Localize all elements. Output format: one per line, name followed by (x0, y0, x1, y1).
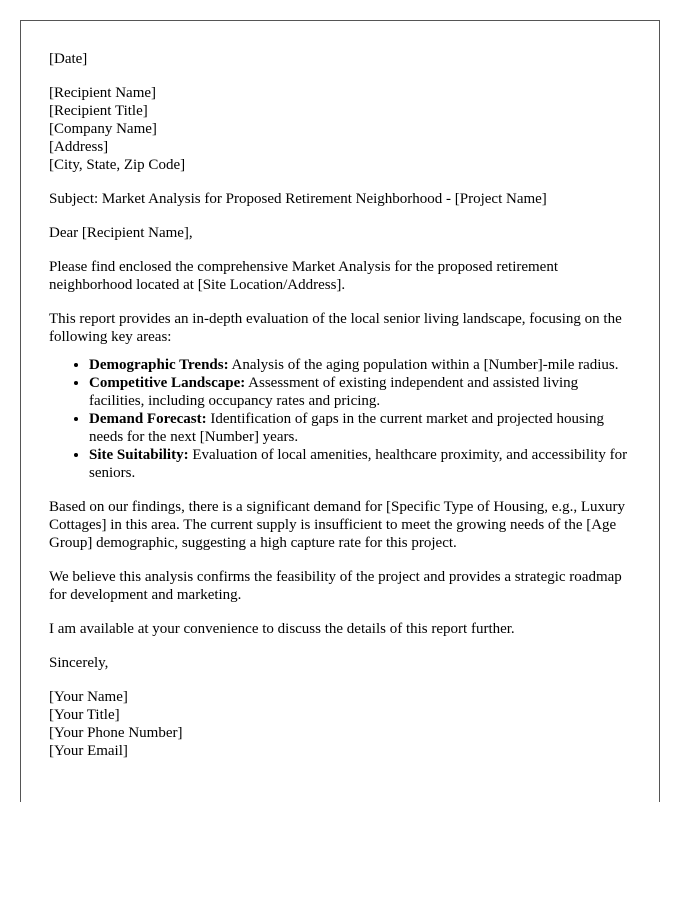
signature-block (49, 688, 634, 760)
letter-closing: Sincerely, (49, 655, 109, 671)
overview-paragraph: This report provides an in-depth evaluation of the local senior living landscape, focusing on the following key areas: (49, 311, 622, 345)
intro-paragraph: Please find enclosed the comprehensive Market Analysis for the proposed retirement neighborhood located at [Site Location/Address]. (49, 259, 559, 293)
signature-phone: [Your Phone Number] (49, 725, 183, 741)
key-area-term: Competitive Landscape: (89, 375, 246, 391)
recipient-city-state-zip: [City, State, Zip Code] (49, 157, 186, 173)
list-item (89, 374, 634, 410)
recipient-block (49, 84, 634, 174)
list-item (89, 410, 634, 446)
key-area-text: Assessment of existing independent and assisted living facilities, including occupancy rates and pricing. (89, 375, 579, 409)
key-area-term: Site Suitability: (89, 447, 189, 463)
letter-salutation: Dear [Recipient Name], (49, 225, 193, 241)
availability-paragraph: I am available at your convenience to discuss the details of this report further. (49, 621, 515, 637)
list-item (89, 356, 634, 374)
signature-name: [Your Name] (49, 689, 128, 705)
key-area-text: Identification of gaps in the current market and projected housing needs for the next [Number] years. (89, 411, 604, 445)
recipient-address: [Address] (49, 139, 109, 155)
recipient-company: [Company Name] (49, 121, 157, 137)
conclusion-paragraph: We believe this analysis confirms the feasibility of the project and provides a strategic roadmap for development and marketing. (49, 569, 622, 603)
signature-title: [Your Title] (49, 707, 120, 723)
letter-date: [Date] (49, 51, 88, 67)
list-item (89, 446, 634, 482)
recipient-title: [Recipient Title] (49, 103, 148, 119)
key-area-text: Analysis of the aging population within a [Number]-mile radius. (228, 357, 619, 373)
recipient-name: [Recipient Name] (49, 85, 157, 101)
key-areas-list (49, 356, 634, 482)
letter-body (49, 50, 634, 776)
findings-paragraph: Based on our findings, there is a significant demand for [Specific Type of Housing, e.g., Luxury Cottages] in this area. The current supply is insufficient to meet the growing needs of the [Age Group] demographic, suggesting a high capture rate for this project. (49, 499, 626, 551)
key-area-term: Demographic Trends: (89, 357, 229, 373)
letter-page (20, 20, 660, 802)
key-area-text: Evaluation of local amenities, healthcare proximity, and accessibility for seniors. (89, 447, 628, 481)
letter-subject: Subject: Market Analysis for Proposed Retirement Neighborhood - [Project Name] (49, 191, 547, 207)
key-area-term: Demand Forecast: (89, 411, 207, 427)
signature-email: [Your Email] (49, 743, 128, 759)
